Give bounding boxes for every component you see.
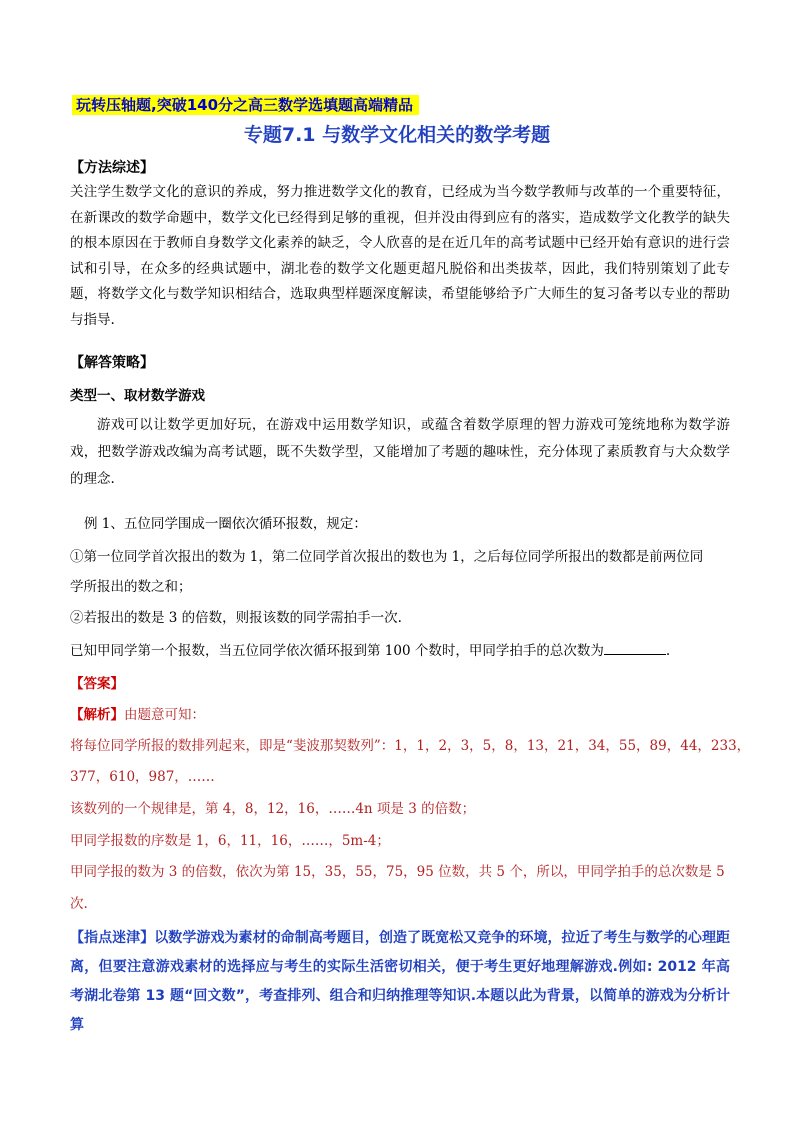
example-question — [70, 641, 730, 661]
series-banner: 玩转压轴题,突破140分之高三数学选填题高端精品 — [72, 95, 419, 115]
question-text: 已知甲同学第一个报数，当五位同学依次循环报到第 100 个数时，甲同学拍手的总次数为 — [70, 643, 604, 659]
tip-label: 【指点迷津】 — [70, 930, 155, 946]
analysis-line-5: 甲同学报的数为 3 的倍数，依次为第 15，35，55，75，95 位数，共 5 个，所以，甲同学拍手的总次数是 5 — [70, 864, 725, 880]
example-rule1-line1: ①第一位同学首次报出的数为 1，第二位同学首次报出的数也为 1，之后每位同学所报出的数都是前两位同 — [70, 549, 704, 565]
analysis-line-1: 将每位同学所报的数排列起来，即是“斐波那契数列”：1，1，2，3，5，8，13，21，34，55，89，44，233， — [70, 738, 751, 754]
analysis-line-2: 377，610，987，…… — [70, 769, 215, 785]
type1-heading: 类型一、取材数学游戏 — [70, 388, 205, 404]
analysis-first-line — [70, 705, 730, 725]
method-heading: 【方法综述】 — [70, 160, 154, 176]
answer-blank — [604, 642, 666, 655]
tip-text: 以数学游戏为素材的命制高考题目，创造了既宽松又竞争的环境，拉近了考生与数学的心理距离，但要注意游戏素材的选择应与考生的实际生活密切相关，便于考生更好地理解游戏.例如: 2012 年高考湖北卷第 13 题“回文数”，考查排列、组合和归纳推理等知识.本题以此为背景，以简单的游戏为分析计算 — [70, 930, 731, 1033]
answer-label: 【答案】 — [70, 676, 124, 692]
analysis-line-3: 该数列的一个规律是，第 4，8，12，16，……4n 项是 3 的倍数； — [70, 801, 476, 817]
analysis-line-6: 次. — [70, 896, 88, 912]
page-title: 专题7.1 与数学文化相关的数学考题 — [243, 124, 551, 146]
strategy-heading: 【解答策略】 — [70, 355, 154, 371]
analysis-intro: 由题意可知： — [124, 707, 205, 723]
analysis-line-4: 甲同学报数的序数是 1，6，11，16，……，5m-4； — [70, 833, 390, 849]
example-rule1-line2: 学所报出的数之和； — [70, 579, 192, 595]
method-paragraph: 关注学生数学文化的意识的养成，努力推进数学文化的教育，已经成为当今数学教师与改革的一个重要特征，在新课改的数学命题中，数学文化已经得到足够的重视，但并没由得到应有的落实，造成数学文化教学的缺失的根本原因在于教师自身数学文化素养的缺乏，令人欣喜的是在近几年的高考试题中已经开始有意识的进行尝试和引导，在众多的经典试题中，湖北卷的数学文化题更超凡脱俗和出类拔萃，因此，我们特别策划了此专题，将数学文化与数学知识相结合，选取典型样题深度解读，希望能够给予广大师生的复习备考以专业的帮助与指导. — [70, 184, 730, 328]
tip-paragraph — [70, 924, 730, 1040]
example-intro: 例 1、五位同学围成一圈依次循环报数，规定： — [84, 516, 367, 532]
example-rule2: ②若报出的数是 3 的倍数，则报该数的同学需拍手一次. — [70, 610, 402, 626]
analysis-label: 【解析】 — [70, 707, 124, 723]
type1-paragraph: 游戏可以让数学更加好玩，在游戏中运用数学知识，或蕴含着数学原理的智力游戏可笼统地称为数学游戏，把数学游戏改编为高考试题，既不失数学型，又能增加了考题的趣味性，充分体现了素质教育与大众数学的理念. — [70, 417, 730, 487]
question-end: . — [665, 643, 671, 659]
